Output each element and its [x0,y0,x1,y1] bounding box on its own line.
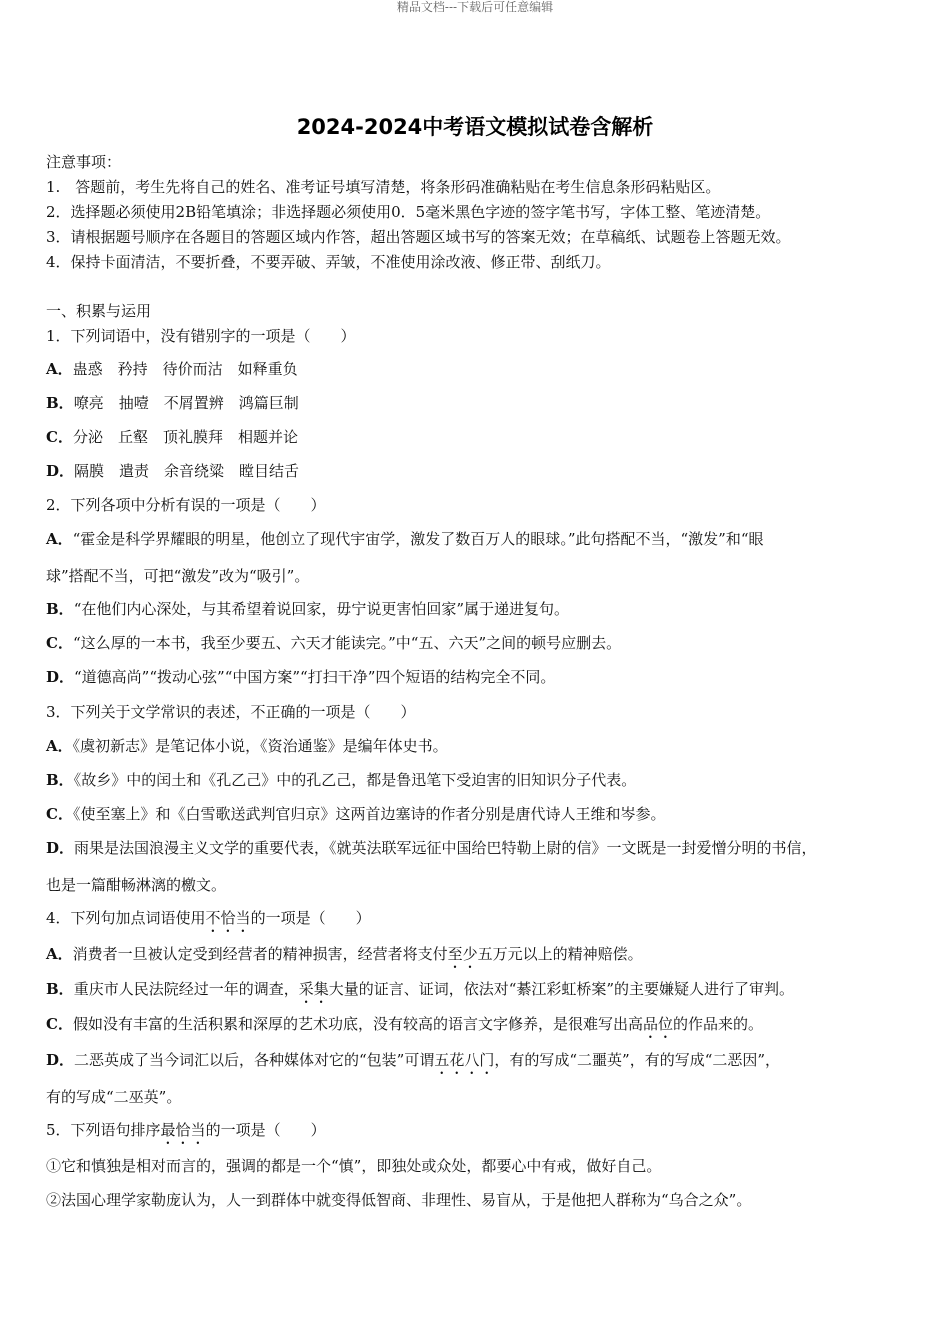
sentence-item: ②法国心理学家勒庞认为，人一到群体中就变得低智商、非理性、易盲从，于是他把人群称为“乌合之众”。 [46,1191,752,1209]
option-letter: D． [46,839,75,857]
option-letter: D． [46,462,75,480]
stem-text: 的一项是（ ） [250,909,371,927]
option-continuation: 有的写成“二巫英”。 [46,1088,182,1106]
option-letter: B． [46,394,74,412]
option-c [46,427,916,447]
stem-text: 5．下列语句排序 [46,1121,161,1139]
option-letter: A． [46,737,73,755]
sentence-item: ①它和慎独是相对而言的，强调的都是一个“慎”，即独处或众处，都要心中有戒，做好自己。 [46,1157,662,1175]
option-text: “这么厚的一本书，我至少要五、六天才能读完。”中“五、六天”之间的顿号应删去。 [72,634,622,652]
option-text: 雨果是法国浪漫主义文学的重要代表，《就英法联军远征中国给巴特勒上尉的信》一文既是一封爱憎分明的书信， [74,839,817,857]
option-text: 的作品来的。 [672,1015,763,1033]
question-stem: 3．下列关于文学常识的表述，不正确的一项是（ ） [46,703,416,721]
option-text: “霍金是科学界耀眼的明星，他创立了现代宇宙学，激发了数百万人的眼球。”此句搭配不当，“激发”和“眼 [72,530,764,548]
option-letter: B． [46,771,74,789]
option-d [46,667,916,687]
option-text: 分泌 丘壑 顶礼膜拜 相题并论 [72,428,298,446]
question-stem: 2．下列各项中分析有误的一项是（ ） [46,496,326,514]
emphasized-word: 至少 [447,945,478,963]
option-text: 二恶英成了当今词汇以后，各种媒体对它的“包装”可谓 [74,1051,435,1069]
stem-text: 的一项是（ ） [205,1121,326,1139]
option-text: 隔膜 遣责 余音绕粱 瞠目结舌 [74,462,300,480]
notice-item: 4．保持卡面清洁，不要折叠，不要弄破、弄皱，不准使用涂改液、修正带、刮纸刀。 [46,253,611,271]
option-letter: D． [46,1051,75,1069]
option-text: “道德高尚”“拨动心弦”“中国方案”“打扫干净”四个短语的结构完全不同。 [74,668,556,686]
question-stem [46,1120,916,1148]
option-d [46,838,916,858]
option-b [46,979,916,1007]
notice-heading: 注意事项： [46,153,122,171]
option-a [46,944,916,972]
emphasized-word: 品位 [642,1015,673,1033]
option-d [46,461,916,481]
stem-text: 4．下列句加点词语使用 [46,909,206,927]
option-b [46,599,916,619]
option-a [46,529,916,549]
option-text: 《虞初新志》是笔记体小说，《资治通鉴》是编年体史书。 [72,737,448,755]
option-text: 大量的证言、证词，依法对“綦江彩虹桥案”的主要嫌疑人进行了审判。 [328,980,795,998]
option-text: 《使至塞上》和《白雪歌送武判官归京》这两首边塞诗的作者分别是唐代诗人王维和岑参。 [72,805,666,823]
section-heading: 一、积累与运用 [46,302,152,320]
option-letter: C． [46,634,73,652]
option-text: 嘹亮 抽噎 不屑置辨 鸿篇巨制 [73,394,299,412]
option-b [46,770,916,790]
option-c [46,1014,916,1042]
emphasized-word: 最恰当 [160,1121,206,1139]
option-text: 重庆市人民法院经过一年的调查， [73,980,299,998]
option-text: ，有的写成“二噩英”，有的写成“二恶因”， [494,1051,781,1069]
header-note: 精品文档---下载后可任意编辑 [396,0,554,14]
option-continuation: 球”搭配不当，可把“激发”改为“吸引”。 [46,567,310,585]
option-continuation: 也是一篇酣畅淋漓的檄文。 [46,876,227,894]
notice-item: 3．请根据题号顺序在各题目的答题区域内作答，超出答题区域书写的答案无效；在草稿纸、试题卷上答题无效。 [46,228,791,246]
option-text: “在他们内心深处，与其希望着说回家，毋宁说更害怕回家”属于递进复句。 [73,600,570,618]
option-letter: B． [46,600,74,618]
option-letter: B． [46,980,74,998]
question-stem [46,908,916,936]
emphasized-word: 不恰当 [205,909,251,927]
notice-item: 1. 答题前，考生先将自己的姓名、准考证号填写清楚，将条形码准确粘贴在考生信息条形码粘贴区。 [46,178,721,196]
option-text: 消费者一旦被认定受到经营者的精神损害，经营者将支付 [72,945,448,963]
option-c [46,633,916,653]
option-letter: C． [46,1015,73,1033]
emphasized-word: 采集 [298,980,329,998]
emphasized-word: 五花八门 [434,1051,495,1069]
notice-item: 2．选择题必须使用2B铅笔填涂；非选择题必须使用0．5毫米黑色字迹的签字笔书写，字体工整、笔迹清楚。 [46,203,771,221]
option-a [46,736,916,756]
option-letter: D． [46,668,75,686]
option-letter: A． [46,360,73,378]
page-title: 2024-2024中考语文模拟试卷含解析 [296,115,654,139]
option-letter: C． [46,428,73,446]
option-text: 五万元以上的精神赔偿。 [477,945,643,963]
option-c [46,804,916,824]
option-b [46,393,916,413]
option-text: 《故乡》中的闰土和《孔乙己》中的孔乙己，都是鲁迅笔下受迫害的旧知识分子代表。 [73,771,637,789]
option-letter: A． [46,945,73,963]
option-d [46,1050,916,1078]
question-stem: 1．下列词语中，没有错别字的一项是（ ） [46,327,356,345]
option-letter: A． [46,530,73,548]
option-a [46,359,916,379]
option-letter: C． [46,805,73,823]
option-text: 蛊惑 矜持 待价而沽 如释重负 [72,360,298,378]
option-text: 假如没有丰富的生活积累和深厚的艺术功底，没有较高的语言文字修养，是很难写出高 [72,1015,643,1033]
